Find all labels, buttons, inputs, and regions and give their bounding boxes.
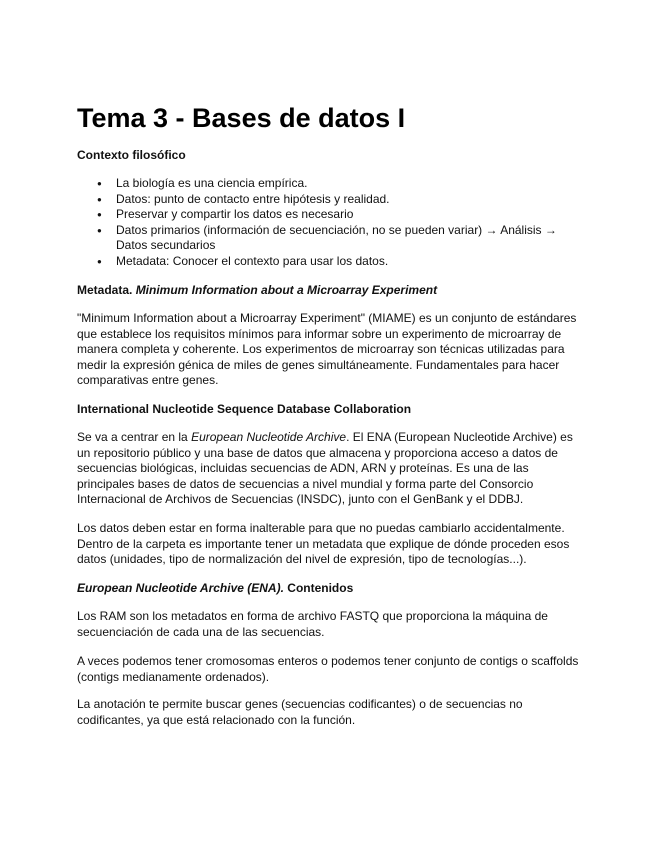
heading-prefix: Metadata. bbox=[77, 283, 136, 297]
section-metadata bbox=[77, 283, 582, 299]
section-contexto bbox=[77, 148, 582, 164]
section-heading-ena bbox=[77, 581, 582, 597]
paragraph: Los RAM son los metadatos en forma de archivo FASTQ que proporciona la máquina de secuenciación de cada una de las secuencias. bbox=[77, 609, 548, 639]
text-run-italic: European Nucleotide Archive bbox=[191, 430, 347, 444]
paragraph: A veces podemos tener cromosomas enteros o podemos tener conjunto de contigs o scaffolds (contigs medianamente ordenados). bbox=[77, 654, 579, 684]
list-item: ● Metadata: Conocer el contexto para usar los datos. bbox=[77, 254, 582, 270]
text-run: Se va a centrar en la bbox=[77, 430, 192, 444]
paragraph: Los datos deben estar en forma inalterable para que no puedas cambiarlo accidentalmente. Dentro de la carpeta es importante tener un metadata que explique de dónde proceden esos datos (unidades, tipo de normalización del nivel de expresión, tipo de tecnologías...). bbox=[77, 521, 570, 567]
paragraph-ena bbox=[77, 430, 582, 508]
section-heading-contexto: Contexto filosófico bbox=[77, 148, 186, 162]
section-heading-metadata bbox=[77, 283, 582, 299]
list-item: ● Datos primarios (información de secuenciación, no se pueden variar) → Análisis → Datos secundarios bbox=[77, 223, 582, 254]
paragraph: La anotación te permite buscar genes (secuencias codificantes) o de secuencias no codificantes, ya que está relacionado con la función. bbox=[77, 697, 523, 727]
bullet-list bbox=[77, 176, 582, 270]
section-insdc bbox=[77, 402, 582, 418]
list-item: ● Datos: punto de contacto entre hipótesis y realidad. bbox=[77, 192, 582, 208]
paragraph-ram bbox=[77, 609, 582, 640]
paragraph-datos bbox=[77, 521, 582, 568]
section-ena-contenidos bbox=[77, 581, 582, 597]
list-item: ● Preservar y compartir los datos es necesario bbox=[77, 207, 582, 223]
section-heading-insdc: International Nucleotide Sequence Database Collaboration bbox=[77, 402, 412, 416]
heading-italic: Minimum Information about a Microarray Experiment bbox=[135, 283, 438, 297]
heading-rest: Contenidos bbox=[283, 581, 354, 595]
paragraph: "Minimum Information about a Microarray Experiment" (MIAME) es un conjunto de estándares que establece los requisitos mínimos para informar sobre un experimento de microarray de manera completa y coherente. Los experimentos de microarray son técnicas utilizadas para medir la expresión génica de miles de genes simultáneamente. Fundamentales para hacer comparativas entre genes. bbox=[77, 311, 577, 388]
paragraph bbox=[77, 430, 582, 508]
paragraph-miame bbox=[77, 311, 582, 389]
list-item: ● La biología es una ciencia empírica. bbox=[77, 176, 582, 192]
paragraph-anotacion bbox=[77, 697, 582, 728]
page-title: Tema 3 - Bases de datos I bbox=[77, 103, 406, 133]
text-run: . El ENA (European Nucleotide Archive) es un repositorio público y una base de datos que almacena y proporciona acceso a datos de secuencias biológicas, incluidas secuencias de ADN, ARN y proteínas. Es una de las principales bases de datos de secuencias a nivel mundial y forma parte del Consorcio Internacional de Archivos de Secuencias (INSDC), junto con el GenBank y el DDBJ. bbox=[77, 430, 573, 507]
heading-italic: European Nucleotide Archive (ENA). bbox=[77, 581, 284, 595]
paragraph-cromosomas bbox=[77, 654, 582, 685]
